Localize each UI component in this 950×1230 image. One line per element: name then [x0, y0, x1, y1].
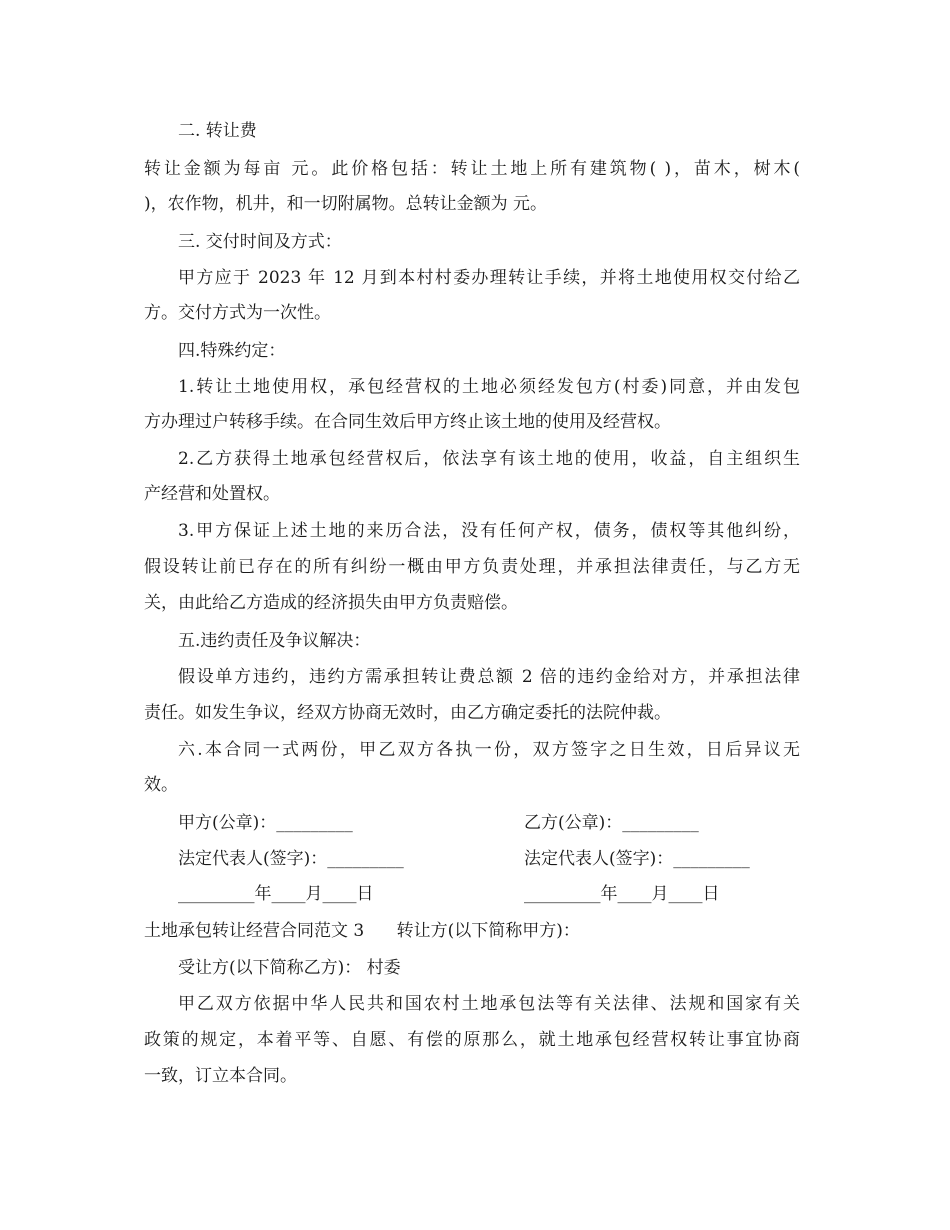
list-item-line: 产经营和处置权。 [144, 484, 280, 504]
section-heading-transfer-fee: 二. 转让费 [178, 121, 257, 141]
paragraph-line: 政策的规定，本着平等、自愿、有偿的原那么，就土地承包经营权转让事宜协商 [144, 1030, 800, 1050]
paragraph-line: )，农作物，机井，和一切附属物。总转让金额为 元。 [144, 194, 548, 214]
transferee-line: 受让方(以下简称乙方)： 村委 [178, 958, 401, 978]
party-a-seal-field: 甲方(公章)：_________ [178, 813, 353, 833]
paragraph-line: 责任。如发生争议，经双方协商无效时，由乙方确定委托的法院仲裁。 [144, 703, 671, 723]
list-item-line: 2.乙方获得土地承包经营权后，依法享有该土地的使用，收益，自主组织生 [178, 449, 800, 469]
paragraph-line: 甲乙双方依据中华人民共和国农村土地承包法等有关法律、法规和国家有关 [178, 994, 800, 1014]
section-heading-breach: 五.违约责任及争议解决： [178, 631, 371, 651]
list-item-line: 3.甲方保证上述土地的来历合法，没有任何产权，债务，债权等其他纠纷， [178, 521, 800, 541]
next-contract-title: 土地承包转让经营合同范文 3 转让方(以下简称甲方)： [144, 921, 580, 941]
party-b-date-field: _________年____月____日 [524, 884, 720, 904]
party-b-representative-field: 法定代表人(签字)：_________ [524, 849, 750, 869]
party-a-date-field: _________年____月____日 [178, 884, 374, 904]
paragraph-line: 方。交付方式为一次性。 [144, 303, 331, 323]
list-item-line: 1.转让土地使用权，承包经营权的土地必须经发包方(村委)同意，并由发包 [178, 377, 800, 397]
party-b-seal-field: 乙方(公章)：_________ [524, 813, 699, 833]
paragraph-line: 甲方应于 2023 年 12 月到本村村委办理转让手续，并将土地使用权交付给乙 [178, 268, 800, 288]
section-heading-special-terms: 四.特殊约定： [178, 341, 286, 361]
party-a-representative-field: 法定代表人(签字)：_________ [178, 849, 404, 869]
list-item-line: 方办理过户转移手续。在合同生效后甲方终止该土地的使用及经营权。 [144, 412, 671, 432]
section-heading-delivery: 三. 交付时间及方式： [178, 232, 342, 252]
paragraph-line: 假设单方违约，违约方需承担转让费总额 2 倍的违约金给对方，并承担法律 [178, 667, 800, 687]
list-item-line: 关，由此给乙方造成的经济损失由甲方负责赔偿。 [144, 593, 518, 613]
paragraph-line: 六.本合同一式两份，甲乙双方各执一份，双方签字之日生效，日后异议无 [178, 740, 800, 760]
paragraph-line: 一致，订立本合同。 [144, 1066, 297, 1086]
paragraph-line: 效。 [144, 775, 178, 795]
paragraph-line: 转让金额为每亩 元。此价格包括：转让土地上所有建筑物( )，苗木，树木( [144, 159, 801, 179]
list-item-line: 假设转让前已存在的所有纠纷一概由甲方负责处理，并承担法律责任，与乙方无 [144, 557, 800, 577]
